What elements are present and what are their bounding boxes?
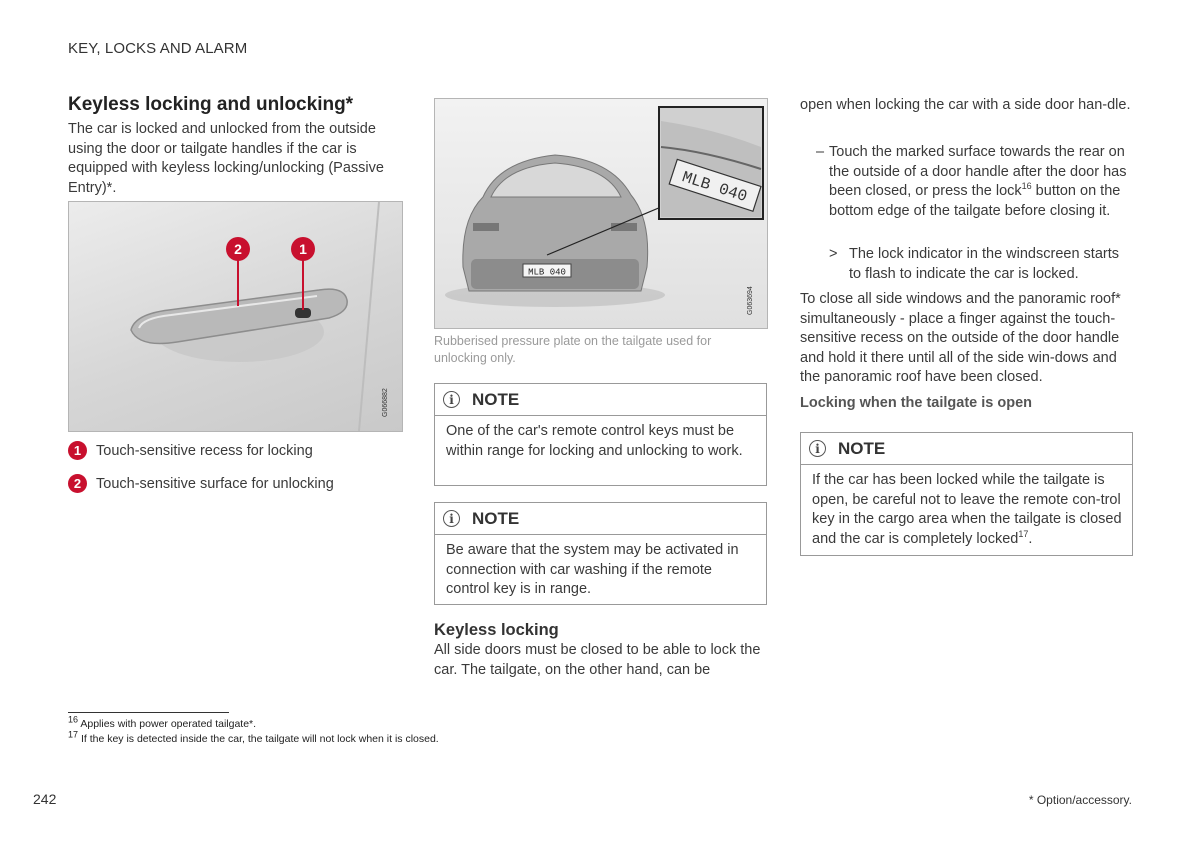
option-accessory-note: * Option/accessory. bbox=[1028, 793, 1132, 807]
footnote-text: Applies with power operated tailgate*. bbox=[80, 718, 257, 730]
door-handle-figure bbox=[68, 201, 403, 432]
info-icon: i bbox=[809, 440, 826, 457]
note-text: Be aware that the system may be activated in connection with car washing if the remote control key is in range. bbox=[446, 542, 739, 598]
figure-code: G063694 bbox=[747, 286, 754, 315]
instruction-step bbox=[800, 143, 1132, 221]
note-title: NOTE bbox=[472, 389, 520, 409]
step-text: Touch the marked surface towards the rear on the outside of a door handle after the door has been closed, or press the lock bbox=[829, 144, 1127, 200]
note-text: If the car has been locked while the tailgate is open, be careful not to leave the remote con-trol key in the cargo area when the tailgate is closed and the car is completely locked bbox=[812, 472, 1122, 547]
info-icon: i bbox=[443, 510, 460, 527]
note-title: NOTE bbox=[838, 438, 886, 458]
callout-item-1 bbox=[68, 441, 313, 460]
step-text-end: button on the bottom edge of the tailgate before closing it. bbox=[829, 183, 1121, 219]
windows-paragraph: To close all side windows and the panoramic roof* simultaneously - place a finger against the touch-sensitive recess on the outside of the door handle and hold it there until all of the side win-dows and the panoramic roof have been closed. bbox=[800, 291, 1121, 386]
step-text-block bbox=[829, 143, 1132, 221]
left-column bbox=[68, 94, 400, 198]
figure-badge-1: 1 bbox=[299, 241, 307, 257]
plate-text: MLB 040 bbox=[528, 267, 566, 278]
keyless-locking-heading: Keyless locking bbox=[434, 621, 559, 639]
note-header bbox=[435, 384, 766, 416]
figure-badge-2: 2 bbox=[234, 241, 242, 257]
note-box-tailgate-open bbox=[800, 432, 1133, 556]
figure-caption: Rubberised pressure plate on the tailgate used for unlocking only. bbox=[434, 334, 712, 365]
footnote-divider bbox=[68, 712, 229, 713]
callout-badge: 1 bbox=[68, 441, 87, 460]
figure-code: G066882 bbox=[382, 388, 389, 417]
note-text-end: . bbox=[1028, 530, 1033, 547]
callout-text: Touch-sensitive recess for locking bbox=[96, 442, 313, 459]
footnote-number: 17 bbox=[68, 729, 79, 740]
section-header: KEY, LOCKS AND ALARM bbox=[68, 40, 248, 57]
footnote-text: If the key is detected inside the car, the tailgate will not lock when it is closed. bbox=[80, 733, 439, 745]
callout-badge: 2 bbox=[68, 474, 87, 493]
note-box-car-wash bbox=[434, 502, 767, 605]
result-marker: > bbox=[829, 246, 838, 262]
callout-text: Touch-sensitive surface for unlocking bbox=[96, 475, 334, 492]
note-footnote-ref: 17 bbox=[1018, 528, 1029, 539]
note-title: NOTE bbox=[472, 508, 520, 528]
footnote-17 bbox=[68, 729, 439, 746]
result-text: The lock indicator in the windscreen starts to flash to indicate the car is locked. bbox=[849, 246, 1119, 282]
note-header bbox=[435, 503, 766, 535]
car-rear-illustration bbox=[435, 99, 767, 328]
page-number: 242 bbox=[33, 791, 57, 807]
intro-paragraph: The car is locked and unlocked from the outside using the door or tailgate handles if the car is equipped with keyless locking/unlocking (Passive Entry)*. bbox=[68, 121, 384, 196]
footnote-16 bbox=[68, 714, 257, 731]
callout-item-2 bbox=[68, 474, 334, 493]
door-handle-illustration bbox=[69, 202, 402, 431]
section-title: Keyless locking and unlocking* bbox=[68, 94, 354, 115]
footnote-number: 16 bbox=[68, 714, 79, 725]
note-header bbox=[801, 433, 1132, 465]
tailgate-open-subheading: Locking when the tailgate is open bbox=[800, 395, 1033, 411]
tailgate-figure bbox=[434, 98, 768, 329]
plate-text-zoom: MLB 040 bbox=[679, 168, 750, 207]
step-dash: – bbox=[816, 144, 825, 160]
step-result bbox=[800, 245, 1132, 284]
note-box-range bbox=[434, 383, 767, 486]
note-text: One of the car's remote control keys must be within range for locking and unlocking to work. bbox=[446, 423, 743, 459]
continued-paragraph: open when locking the car with a side door han-dle. bbox=[800, 97, 1131, 113]
info-icon: i bbox=[443, 391, 460, 408]
keyless-locking-text: All side doors must be closed to be able to lock the car. The tailgate, on the other hand, can be bbox=[434, 642, 761, 678]
note-text-block bbox=[801, 465, 1132, 557]
step-footnote-ref: 16 bbox=[1021, 181, 1032, 192]
